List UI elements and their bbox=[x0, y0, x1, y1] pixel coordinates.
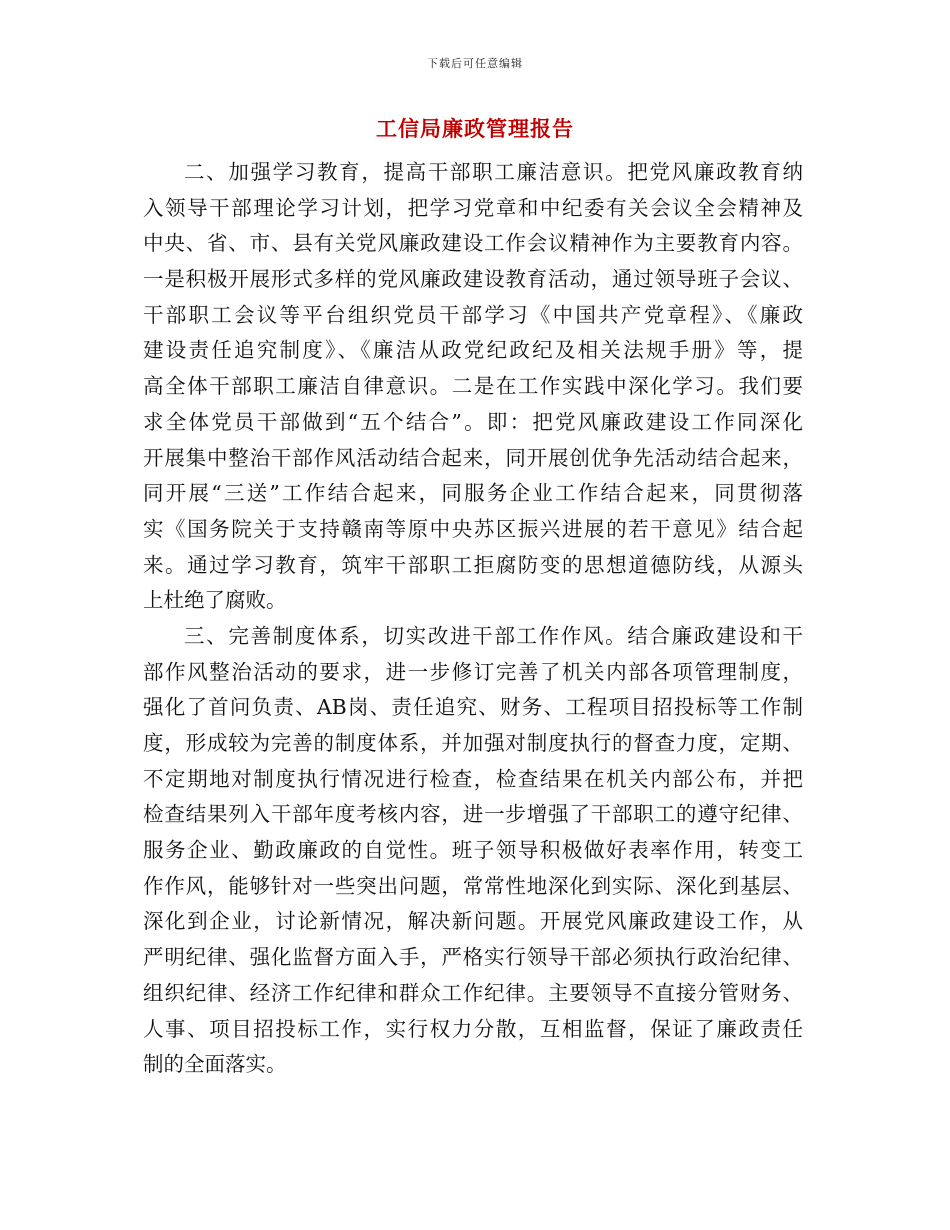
text-line: 部作风整治活动的要求，进一步修订完善了机关内部各项管理制度， bbox=[143, 659, 803, 684]
text-line: 检查结果列入干部年度考核内容，进一步增强了干部职工的遵守纪律、 bbox=[143, 802, 803, 827]
text-line: 人事、项目招投标工作，实行权力分散，互相监督，保证了廉政责任 bbox=[143, 1016, 803, 1041]
text-line: 度，形成较为完善的制度体系，并加强对制度执行的督查力度，定期、 bbox=[143, 731, 803, 755]
text-line: 二、加强学习教育，提高干部职工廉洁意识。把党风廉政教育纳 bbox=[184, 160, 803, 184]
text-line: 上杜绝了腐败。 bbox=[143, 588, 287, 613]
text-line: 强化了首问负责、AB岗、责任追究、财务、工程项目招投标等工作制 bbox=[143, 695, 803, 720]
text-line: 制的全面落实。 bbox=[143, 1052, 287, 1077]
text-line: 严明纪律、强化监督方面入手，严格实行领导干部必须执行政治纪律、 bbox=[143, 945, 803, 970]
text-line: 三、完善制度体系，切实改进干部工作作风。结合廉政建设和干 bbox=[184, 623, 803, 648]
text-line: 求全体党员干部做到“五个结合”。即：把党风廉政建设工作同深化 bbox=[143, 409, 803, 434]
text-line: 高全体干部职工廉洁自律意识。二是在工作实践中深化学习。我们要 bbox=[143, 374, 803, 399]
document-title: 工信局廉政管理报告 bbox=[376, 117, 574, 141]
paragraph-section-3 bbox=[143, 619, 803, 1083]
text-line: 作作风，能够针对一些突出问题，常常性地深化到实际、深化到基层、 bbox=[143, 873, 803, 898]
text-line: 来。通过学习教育，筑牢干部职工拒腐防变的思想道德防线，从源头 bbox=[143, 552, 803, 577]
text-line: 中央、省、市、县有关党风廉政建设工作会议精神作为主要教育内容。 bbox=[143, 231, 803, 256]
text-line: 干部职工会议等平台组织党员干部学习《中国共产党章程》、《廉政 bbox=[143, 302, 803, 327]
document-body bbox=[143, 155, 803, 1083]
text-line: 服务企业、勤政廉政的自觉性。班子领导积极做好表率作用，转变工 bbox=[143, 838, 803, 863]
text-line: 建设责任追究制度》、《廉洁从政党纪政纪及相关法规手册》等，提 bbox=[143, 338, 803, 363]
text-line: 开展集中整治干部作风活动结合起来，同开展创优争先活动结合起来， bbox=[143, 445, 803, 470]
text-line: 不定期地对制度执行情况进行检查，检查结果在机关内部公布，并把 bbox=[143, 766, 803, 791]
paragraph-section-2 bbox=[143, 155, 803, 619]
page-header-note: 下载后可任意编辑 bbox=[427, 57, 523, 70]
text-line: 深化到企业，讨论新情况，解决新问题。开展党风廉政建设工作，从 bbox=[143, 909, 803, 934]
text-line: 入领导干部理论学习计划，把学习党章和中纪委有关会议全会精神及 bbox=[143, 195, 803, 220]
text-line: 实《国务院关于支持赣南等原中央苏区振兴进展的若干意见》结合起 bbox=[143, 516, 803, 541]
text-line: 一是积极开展形式多样的党风廉政建设教育活动，通过领导班子会议、 bbox=[143, 267, 803, 292]
text-line: 组织纪律、经济工作纪律和群众工作纪律。主要领导不直接分管财务、 bbox=[143, 980, 803, 1005]
text-line: 同开展“三送”工作结合起来，同服务企业工作结合起来，同贯彻落 bbox=[143, 481, 803, 506]
